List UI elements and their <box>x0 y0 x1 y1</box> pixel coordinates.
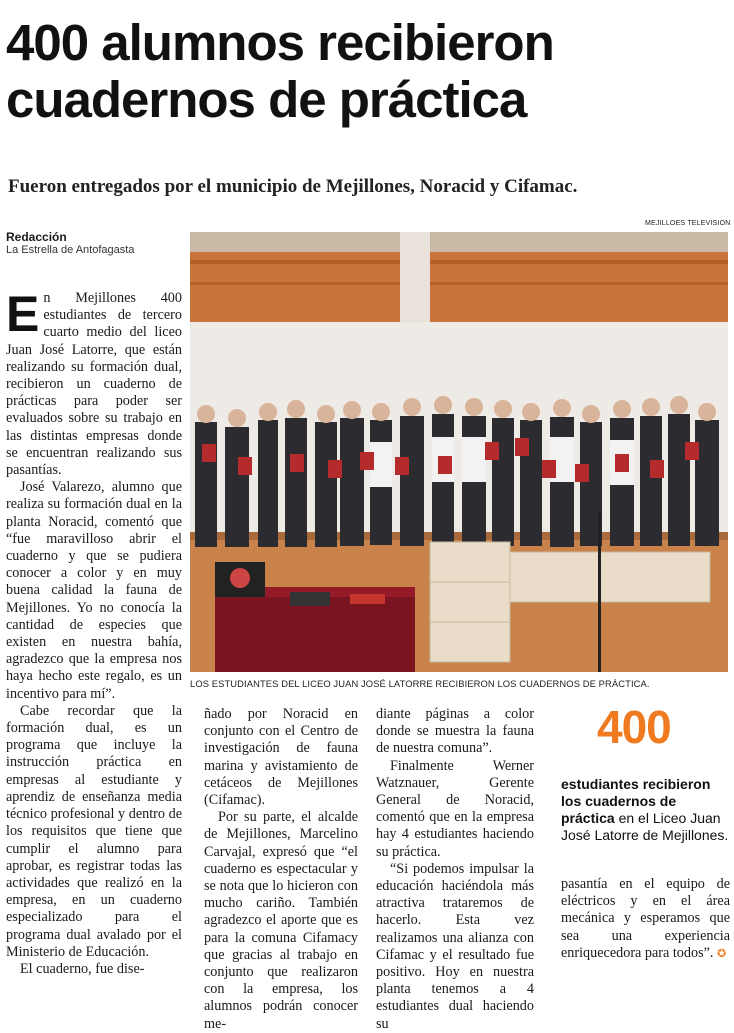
photo-credit: MEJILLOES TELEVISION <box>645 220 731 227</box>
article-column-4 <box>561 876 730 962</box>
article-paragraph: Finalmente Werner Watznauer, Gerente General de Noracid, comentó que en la empresa hay 4 estudiantes haciendo su práctica. <box>376 757 534 860</box>
stat-description <box>561 776 731 844</box>
article-paragraph: Por su parte, el alcalde de Mejillones, Marcelino Carvajal, expresó que “el cuaderno es espectacular y se nota que lo hicieron con mucho cariño. También agradezco el aporte que es para la comuna Cifamacy que gracias al trabajo en conjunto que realizaron con la empresa, los alumnos podrán conocer me- <box>204 809 358 1032</box>
article-column-2 <box>204 706 358 1032</box>
byline-author: Redacción <box>6 230 67 244</box>
article-text: pasantía en el equipo de eléctricos y en el área mecánica y esperamos que sea una experiencia enriquecedora para todos”. <box>561 876 730 961</box>
article-paragraph: Cabe recordar que la formación dual, es un programa que incluye la instrucción práctica en empresas al estudiante y aprendiz de enseñanza media técnico profesional y dentro de los requisitos que tiene que cumplir el alumno para aprobar, es registrar todas las actividades que realizó en la empresa, en un cuaderno especializado para el programa dual avalado por el Ministerio de Educación. <box>6 702 182 960</box>
article-text: n Mejillones 400 estudiantes de tercero cuarto medio del liceo Juan José Latorre, que están realizando su formación dual, recibieron un cuaderno de prácticas para poder ser evaluados sobre su trabajo en las distintas empresas donde se encuentran realizando sus pasantías. <box>6 290 182 479</box>
byline-newspaper: La Estrella de Antofagasta <box>6 244 135 256</box>
article-paragraph: El cuaderno, fue dise- <box>20 960 145 977</box>
photo-caption: LOS ESTUDIANTES DEL LICEO JUAN JOSÉ LATORRE RECIBIERON LOS CUADERNOS DE PRÁCTICA. <box>190 678 650 689</box>
article-paragraph: diante páginas a color donde se muestra la fauna de nuestra comuna”. <box>376 706 534 757</box>
subhead: Fueron entregados por el municipio de Mejillones, Noracid y Cifamac. <box>8 176 578 197</box>
drop-cap: E <box>6 286 40 342</box>
article-paragraph: “Si podemos impulsar la educación haciéndola más atractiva trataremos de hacerlo. Esta vez realizamos una alianza con Cifamac y el resultado fue positivo. Hoy en nuestra planta tenemos a 4 estudiantes dual haciendo su <box>376 860 534 1032</box>
article-paragraph <box>561 876 730 962</box>
article-paragraph: José Valarezo, alumno que realiza su formación dual en la planta Noracid, comentó que “fue maravilloso abrir el cuaderno y que se pudiera conocer a color y en muy buena calidad la fauna de Mejillones. Yo no conocía la cantidad de especies que existen en nuestra bahía, agradezco que la empresa nos haya hecho este regalo, es un incentivo para mí”. <box>6 479 182 702</box>
byline <box>6 230 134 257</box>
end-mark-icon: ✪ <box>717 946 727 960</box>
headline-line-2: cuadernos de práctica <box>6 71 527 128</box>
headline-line-1: 400 alumnos recibieron <box>6 14 554 71</box>
article-column-1 <box>6 286 182 1020</box>
article-paragraph: ñado por Noracid en conjunto con el Centro de investigación de fauna marina y avistamiento de cetáceos de Mejillones (Cifamac). <box>204 706 358 809</box>
article-column-3 <box>376 706 534 1032</box>
article-paragraph <box>6 286 182 479</box>
stat-text-rest: en el Liceo Juan José Latorre de Mejillones. <box>561 810 729 843</box>
group-photo-illustration <box>190 232 728 672</box>
stat-number: 400 <box>597 701 671 753</box>
group-photo <box>190 232 728 672</box>
headline <box>6 14 730 128</box>
stat-text-bold: estudiantes recibieron los cuadernos de práctica <box>561 776 711 826</box>
